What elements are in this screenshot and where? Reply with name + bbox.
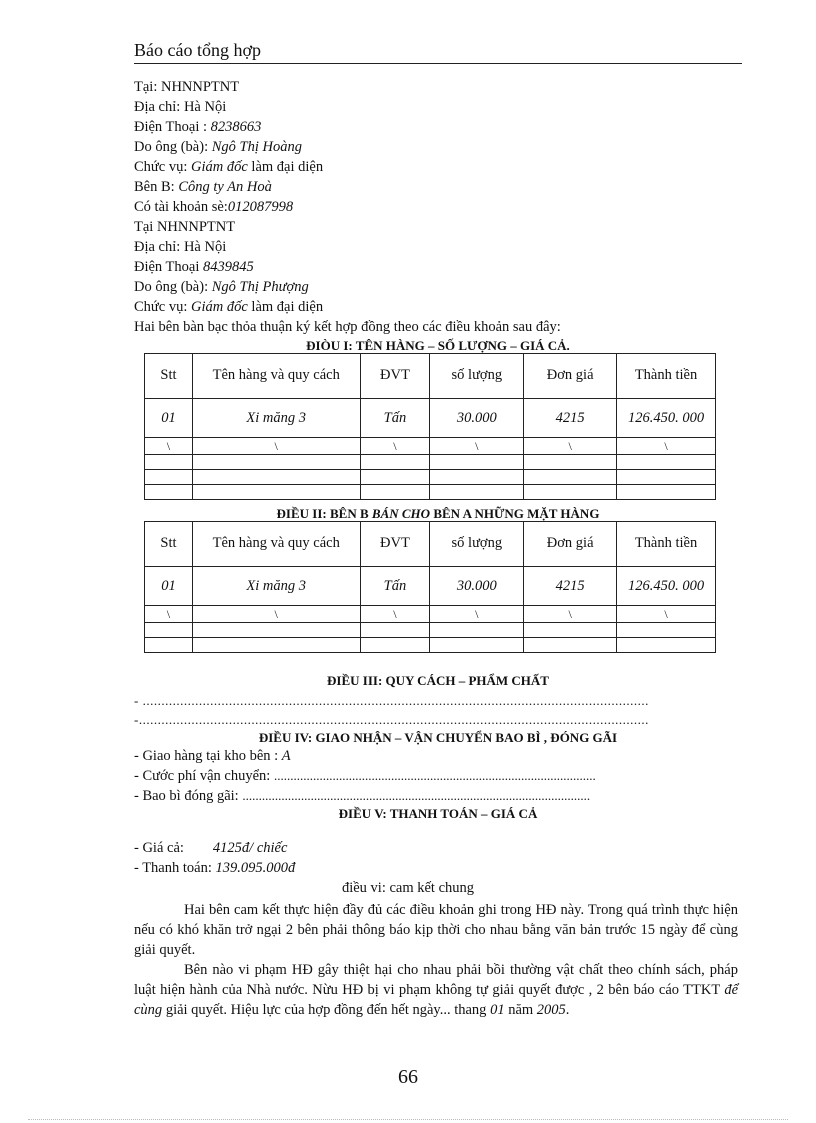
- intro-text: Hai bên bàn bạc thỏa thuận ký kết hợp đồng theo các điều khoản sau đây:: [134, 319, 561, 335]
- dotted-line: -........................................................................................................................................: [134, 712, 649, 727]
- party-b-line: Tại NHNNPTNT: [134, 219, 236, 235]
- table-row: [145, 606, 716, 623]
- price-line: - Giá cả: 4125đ/ chiếc: [134, 840, 288, 856]
- table-header-cell: Stt: [145, 522, 193, 567]
- table-cell: 126.450. 000: [617, 399, 716, 438]
- table-header-cell: ĐVT: [360, 354, 430, 399]
- table-cell: 30.000: [430, 399, 524, 438]
- table-cell: \: [360, 606, 430, 623]
- article-1-table: [144, 353, 716, 500]
- table-cell: \: [430, 606, 524, 623]
- table-cell: \: [145, 606, 193, 623]
- party-a-line: Bên B: Công ty An Hoà: [134, 179, 272, 195]
- table-cell: \: [430, 438, 524, 455]
- party-b-line: Điện Thoại 8439845: [134, 259, 254, 275]
- delivery-line: - Giao hàng tại kho bên : A: [134, 748, 291, 764]
- table-row: [145, 623, 716, 638]
- table-header-cell: ĐVT: [360, 522, 430, 567]
- article-3-title: ĐIỀU III: QUY CÁCH – PHẨM CHẤT: [327, 673, 549, 688]
- table-header-cell: Stt: [145, 354, 193, 399]
- table-cell: \: [617, 438, 716, 455]
- table-header-cell: Thành tiền: [617, 522, 716, 567]
- table-header-cell: số lượng: [430, 354, 524, 399]
- page-number: 66: [398, 1066, 418, 1088]
- table-row: [145, 638, 716, 653]
- table-cell: 126.450. 000: [617, 567, 716, 606]
- header-rule: [134, 63, 742, 64]
- table-header-row: [145, 354, 716, 399]
- table-row: [145, 470, 716, 485]
- article-4-title: ĐIỀU IV: GIAO NHẬN – VẬN CHUYỂN BAO BÌ , ĐÓNG GÃI: [258, 730, 618, 745]
- dotted-line: - .......................................................................................................................................: [134, 693, 649, 708]
- article-2-table: [144, 521, 716, 653]
- footer-rule: [28, 1119, 788, 1120]
- table-row: [145, 399, 716, 438]
- table-row: [145, 485, 716, 500]
- article-2-title: ĐIỀU II: BÊN B BÁN CHO BÊN A NHỮNG MẶT HÀNG: [276, 506, 600, 521]
- table-cell: 30.000: [430, 567, 524, 606]
- article-5-title: ĐIỀU V: THANH TOÁN – GIÁ CẢ: [338, 806, 538, 821]
- party-a-line: Điện Thoại : 8238663: [134, 119, 262, 135]
- table-cell: Xi măng 3: [192, 567, 360, 606]
- commitment-paragraph: Hai bên cam kết thực hiện đầy đủ các điều khoản ghi trong HĐ này. Trong quá trình thực hiện nếu có khó khăn trở ngại 2 bên phải thông báo kịp thời cho nhau bằng văn bản trước 15 ngày để cùng giải quyết.: [134, 902, 738, 958]
- party-a-line: Tại: NHNNPTNT: [134, 79, 240, 95]
- article-1-title: ĐIÒU I: TÊN HÀNG – SỐ LƯỢNG – GIÁ CẢ.: [306, 338, 570, 353]
- table-header-cell: Đơn giá: [524, 522, 617, 567]
- table-cell: \: [360, 438, 430, 455]
- table-cell: \: [145, 438, 193, 455]
- party-b-line: Chức vụ: Giám đốc làm đại diện: [134, 299, 324, 315]
- article-6-title: điều vi: cam kết chung: [341, 880, 475, 896]
- table-header-cell: Tên hàng và quy cách: [192, 522, 360, 567]
- table-row: [145, 567, 716, 606]
- table-header-row: [145, 522, 716, 567]
- table-row: [145, 455, 716, 470]
- party-b-line: Do ông (bà): Ngô Thị Phượng: [134, 279, 309, 295]
- table-cell: 01: [145, 399, 193, 438]
- table-row: [145, 438, 716, 455]
- party-a-line: Do ông (bà): Ngô Thị Hoàng: [134, 139, 302, 155]
- table-cell: \: [192, 606, 360, 623]
- table-cell: \: [524, 438, 617, 455]
- table-cell: \: [524, 606, 617, 623]
- violation-paragraph: Bên nào vi phạm HĐ gây thiệt hại cho nhau phải bồi thường vật chất theo chính sách, pháp luật hiện hành của Nhà nước. Nừu HĐ bị vi phạm không tự giải quyết được , 2 bên báo cáo TTKT để cùng giải quyết. Hiệu lực của hợp đồng đến hết ngày... thang 01 năm 2005.: [134, 962, 738, 1018]
- party-a-line: Chức vụ: Giám đốc làm đại diện: [134, 159, 324, 175]
- table-cell: 01: [145, 567, 193, 606]
- table-cell: 4215: [524, 399, 617, 438]
- header-title: Báo cáo tổng hợp: [134, 40, 261, 60]
- party-b-line: Địa chỉ: Hà Nội: [134, 239, 227, 255]
- table-cell: \: [192, 438, 360, 455]
- table-cell: Tấn: [360, 567, 430, 606]
- table-header-cell: Đơn giá: [524, 354, 617, 399]
- freight-line: - Cước phí vận chuyển: ...................................................................................................: [134, 768, 596, 784]
- party-a-line: Địa chỉ: Hà Nội: [134, 99, 227, 115]
- packing-line: - Bao bì đóng gãi: ...........................................................................................................: [134, 788, 591, 804]
- table-header-cell: số lượng: [430, 522, 524, 567]
- payment-line: - Thanh toán: 139.095.000đ: [134, 860, 296, 876]
- party-a-line: Có tài khoản sè:012087998: [134, 199, 294, 215]
- table-header-cell: Tên hàng và quy cách: [192, 354, 360, 399]
- table-cell: Tấn: [360, 399, 430, 438]
- table-cell: Xi măng 3: [192, 399, 360, 438]
- table-cell: \: [617, 606, 716, 623]
- table-header-cell: Thành tiền: [617, 354, 716, 399]
- table-cell: 4215: [524, 567, 617, 606]
